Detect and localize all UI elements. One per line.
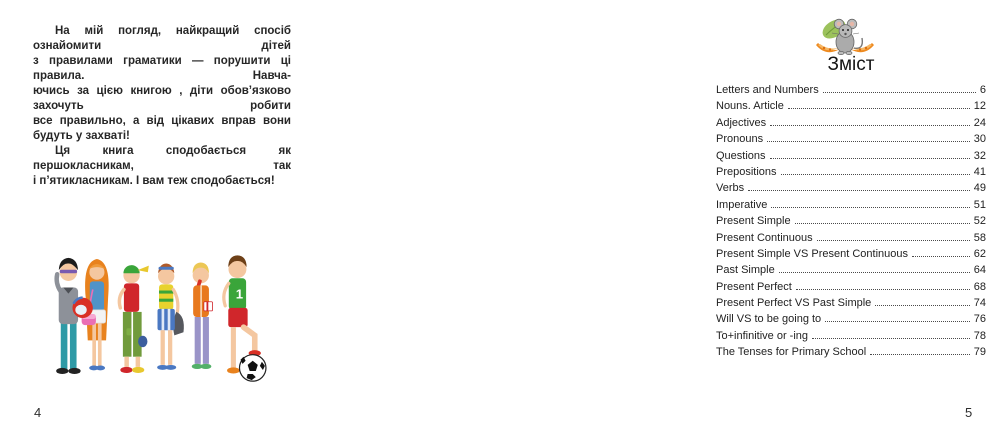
toc-dot-leader: [796, 289, 970, 290]
toc-dot-leader: [870, 354, 970, 355]
toc-entry-label: Will VS to be going to: [716, 313, 822, 326]
toc-entry-label: Imperative: [716, 198, 768, 211]
toc-entry-label: Present Simple: [716, 215, 791, 228]
toc-entry-label: Present Simple VS Present Continuous: [716, 247, 908, 260]
children-illustration: [46, 244, 268, 390]
toc-dot-leader: [770, 158, 970, 159]
intro-text: [33, 24, 291, 189]
toc-entry-page: 62: [973, 247, 986, 260]
toc-entry: [716, 295, 986, 311]
toc-dot-leader: [788, 108, 970, 109]
toc-dot-leader: [817, 240, 970, 241]
toc-entry: [716, 311, 986, 327]
toc-entry-label: Prepositions: [716, 165, 777, 178]
toc-entry-label: To+infinitive or -ing: [716, 329, 809, 342]
toc-dot-leader: [795, 223, 970, 224]
toc-dot-leader: [767, 141, 970, 142]
toc-entry: [716, 246, 986, 262]
toc-entry-page: 51: [973, 198, 986, 211]
toc-dot-leader: [812, 338, 970, 339]
toc-dot-leader: [875, 305, 969, 306]
toc-entry-page: 58: [973, 231, 986, 244]
toc-entry-label: Nouns. Article: [716, 100, 784, 113]
toc-entry-label: Adjectives: [716, 116, 767, 129]
toc-entry: [716, 213, 986, 229]
toc-dot-leader: [825, 321, 970, 322]
boy-football-figure: [224, 255, 266, 381]
toc-entry-label: Past Simple: [716, 264, 775, 277]
toc-entry: [716, 164, 986, 180]
toc-entry-label: Present Perfect: [716, 280, 792, 293]
toc-entry-page: 30: [973, 133, 986, 146]
toc-entry: [716, 98, 986, 114]
left-page: [0, 0, 338, 434]
toc-dot-leader: [823, 92, 976, 93]
toc-dot-leader: [912, 256, 970, 257]
toc-entry: [716, 82, 986, 98]
right-page-number: 5: [965, 405, 973, 420]
toc-entry: [716, 262, 986, 278]
toc-entry-label: Present Continuous: [716, 231, 813, 244]
toc-entry: [716, 180, 986, 196]
toc-entry-page: 76: [973, 313, 986, 326]
toc-entry-label: Questions: [716, 149, 766, 162]
toc-entry-page: 52: [973, 215, 986, 228]
toc-entry-page: 78: [973, 329, 986, 342]
toc-entry-page: 24: [973, 116, 986, 129]
toc-list: [716, 82, 986, 361]
boy-tank-figure: [157, 264, 184, 370]
toc-entry: [716, 328, 986, 344]
toc-entry-label: Verbs: [716, 182, 745, 195]
intro-paragraph: Ця книга сподобається як першокласникам, так і п’ятикласникам. І вам теж сподобається!: [33, 145, 291, 187]
toc-dot-leader: [770, 125, 970, 126]
toc-entry-label: The Tenses for Primary School: [716, 346, 867, 359]
toc-entry: [716, 148, 986, 164]
toc-title: Зміст: [827, 54, 875, 75]
toc-entry: [716, 115, 986, 131]
toc-entry-label: Present Perfect VS Past Simple: [716, 297, 872, 310]
right-page: [338, 0, 986, 434]
toc-entry-page: 6: [979, 84, 986, 96]
intro-paragraph: На мій погляд, найкращий спосіб ознайомити дітей з правилами граматики — порушити ці правила. Навча- ючись за цією книгою , діти обов’язково захочуть робити все правильно, а від цікавих вправ вони будуть у захваті!: [33, 25, 291, 142]
toc-dot-leader: [748, 190, 970, 191]
jersey-number: 1: [235, 286, 244, 302]
toc-entry-page: 49: [973, 182, 986, 195]
toc-entry-label: Letters and Numbers: [716, 84, 819, 96]
toc-entry: [716, 230, 986, 246]
left-page-number: 4: [34, 405, 42, 420]
toc-entry-page: 74: [973, 297, 986, 310]
toc-entry-page: 79: [973, 346, 986, 359]
toc-dot-leader: [781, 174, 970, 175]
toc-entry: [716, 344, 986, 360]
toc-entry: [716, 131, 986, 147]
toc-entry-page: 68: [973, 280, 986, 293]
toc-entry-label: Pronouns: [716, 133, 764, 146]
toc-dot-leader: [771, 207, 969, 208]
toc-entry: [716, 197, 986, 213]
boy-cap-figure: [119, 265, 148, 373]
toc-entry-page: 64: [973, 264, 986, 277]
toc-entry-page: 12: [973, 100, 986, 113]
toc-entry-page: 32: [973, 149, 986, 162]
toc-entry: [716, 279, 986, 295]
toc-entry-page: 41: [973, 165, 986, 178]
toc-dot-leader: [779, 272, 970, 273]
boy-drink-figure: [192, 263, 213, 370]
